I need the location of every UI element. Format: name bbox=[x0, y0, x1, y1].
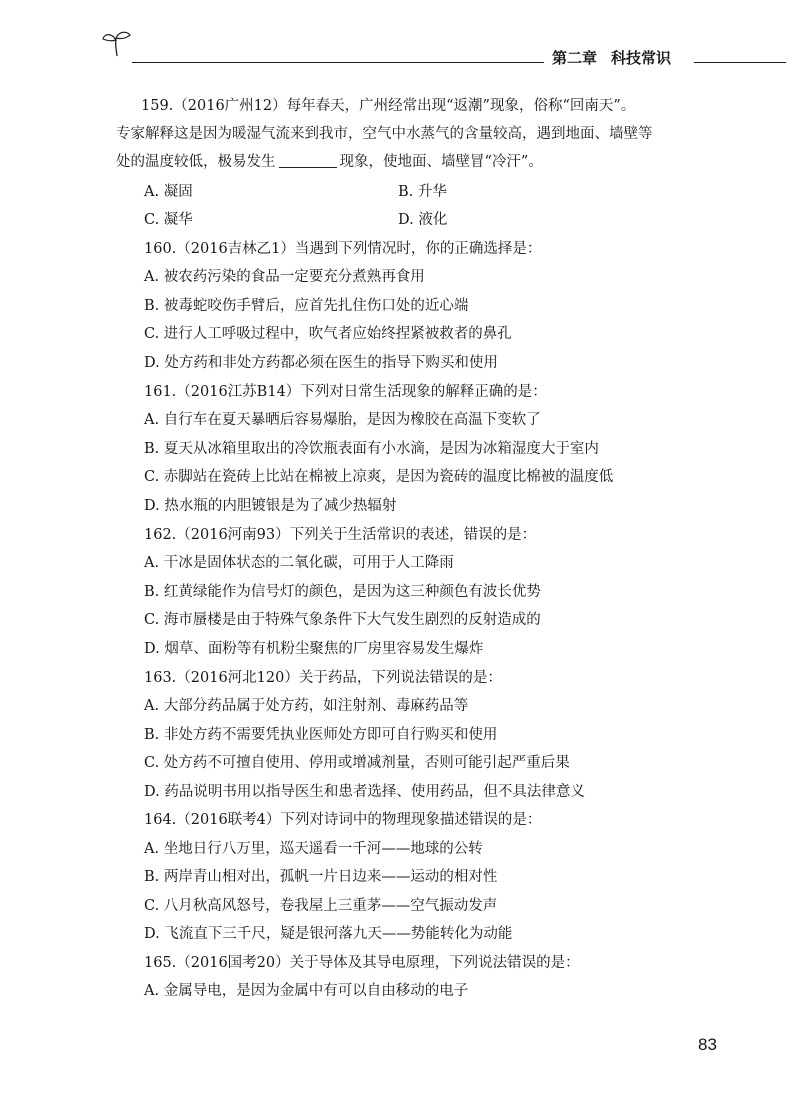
question-163-option-d: D. 药品说明书用以指导医生和患者选择、使用药品，但不具法律意义 bbox=[144, 784, 585, 800]
question-162-option-d: D. 烟草、面粉等有机粉尘聚焦的厂房里容易发生爆炸 bbox=[144, 641, 484, 657]
question-162-option-c: C. 海市蜃楼是由于特殊气象条件下大气发生剧烈的反射造成的 bbox=[144, 612, 541, 628]
header-rule-left bbox=[132, 62, 544, 63]
question-164-option-d: D. 飞流直下三千尺，疑是银河落九天——势能转化为动能 bbox=[144, 926, 513, 942]
answer-blank bbox=[279, 153, 337, 168]
question-160-option-d: D. 处方药和非处方药都必须在医生的指导下购买和使用 bbox=[144, 355, 498, 371]
question-159-text-before-blank: 处的温度较低，极易发生 bbox=[116, 154, 276, 170]
chapter-number: 第二章 bbox=[552, 49, 598, 67]
question-161-option-c: C. 赤脚站在瓷砖上比站在棉被上凉爽，是因为瓷砖的温度比棉被的温度低 bbox=[144, 469, 614, 485]
question-161-title: 161.（2016江苏B14）下列对日常生活现象的解释正确的是： bbox=[144, 384, 547, 400]
question-159-line-2: 专家解释这是因为暖湿气流来到我市，空气中水蒸气的含量较高，遇到地面、墙壁等 bbox=[116, 126, 653, 142]
question-159-line-3 bbox=[116, 152, 543, 172]
question-165-option-a: A. 金属导电，是因为金属中有可以自由移动的电子 bbox=[144, 983, 469, 999]
question-160-option-c: C. 进行人工呼吸过程中，吹气者应始终捏紧被救者的鼻孔 bbox=[144, 326, 512, 342]
question-162-option-a: A. 干冰是固体状态的二氧化碳，可用于人工降雨 bbox=[144, 555, 454, 571]
sprout-logo-icon bbox=[100, 28, 134, 58]
question-159-text-after-blank: 现象，使地面、墙壁冒“冷汗”。 bbox=[339, 154, 543, 170]
page-number: 83 bbox=[698, 1035, 717, 1054]
option-a: A. 凝固 bbox=[144, 184, 193, 200]
chapter-title bbox=[552, 47, 671, 68]
option-d: D. 液化 bbox=[398, 212, 448, 228]
page-header bbox=[0, 0, 800, 80]
question-160-title: 160.（2016吉林乙1）当遇到下列情况时，你的正确选择是： bbox=[144, 241, 542, 257]
question-159-line-1: 159.（2016广州12）每年春天，广州经常出现“返潮”现象，俗称“回南天”。 bbox=[141, 98, 636, 114]
option-c: C. 凝华 bbox=[144, 212, 193, 228]
question-163-option-a: A. 大部分药品属于处方药，如注射剂、毒麻药品等 bbox=[144, 698, 469, 714]
question-161-option-d: D. 热水瓶的内胆镀银是为了减少热辐射 bbox=[144, 498, 397, 514]
question-160-option-a: A. 被农药污染的食品一定要充分煮熟再食用 bbox=[144, 269, 425, 285]
question-165-title: 165.（2016国考20）关于导体及其导电原理，下列说法错误的是： bbox=[144, 955, 580, 971]
header-rule-right bbox=[694, 62, 786, 63]
question-163-option-c: C. 处方药不可擅自使用、停用或增减剂量，否则可能引起严重后果 bbox=[144, 755, 570, 771]
question-164-option-c: C. 八月秋高风怒号，卷我屋上三重茅——空气振动发声 bbox=[144, 898, 498, 914]
section-name: 科技常识 bbox=[611, 49, 672, 67]
option-b: B. 升华 bbox=[398, 184, 447, 200]
question-164-option-b: B. 两岸青山相对出，孤帆一片日边来——运动的相对性 bbox=[144, 869, 498, 885]
question-162-title: 162.（2016河南93）下列关于生活常识的表述，错误的是： bbox=[144, 527, 537, 543]
question-161-option-b: B. 夏天从冰箱里取出的冷饮瓶表面有小水滴，是因为冰箱湿度大于室内 bbox=[144, 441, 599, 457]
question-163-option-b: B. 非处方药不需要凭执业医师处方即可自行购买和使用 bbox=[144, 727, 498, 743]
question-164-title: 164.（2016联考4）下列对诗词中的物理现象描述错误的是： bbox=[144, 812, 542, 828]
question-163-title: 163.（2016河北120）关于药品，下列说法错误的是： bbox=[144, 670, 502, 686]
question-160-option-b: B. 被毒蛇咬伤手臂后，应首先扎住伤口处的近心端 bbox=[144, 298, 469, 314]
question-164-option-a: A. 坐地日行八万里，巡天遥看一千河——地球的公转 bbox=[144, 841, 483, 857]
question-162-option-b: B. 红黄绿能作为信号灯的颜色，是因为这三种颜色有波长优势 bbox=[144, 584, 541, 600]
question-161-option-a: A. 自行车在夏天暴晒后容易爆胎，是因为橡胶在高温下变软了 bbox=[144, 412, 541, 428]
